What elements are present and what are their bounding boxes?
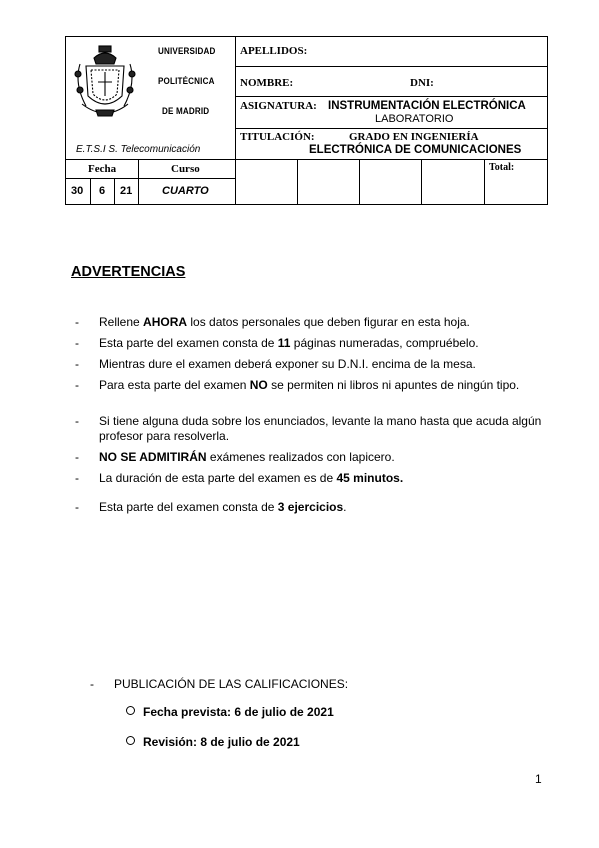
list-item-text: Esta parte del examen consta de 3 ejercicios.	[99, 500, 347, 514]
date-table-divider	[90, 178, 91, 205]
score-box-divider	[359, 159, 360, 205]
score-box-divider	[484, 159, 485, 205]
list-dash: -	[75, 315, 79, 329]
circle-bullet-icon	[126, 706, 135, 715]
university-name-line3: DE MADRID	[162, 106, 210, 117]
curso-header: Curso	[171, 163, 200, 175]
titulacion-label: TITULACIÓN:	[240, 131, 315, 143]
dni-label: DNI:	[410, 77, 434, 89]
nombre-label: NOMBRE:	[240, 77, 294, 89]
revision-text: Revisión: 8 de julio de 2021	[143, 735, 300, 749]
university-seal-icon	[72, 44, 138, 120]
list-dash: -	[75, 378, 79, 392]
fecha-month: 6	[99, 185, 106, 197]
list-item-text: Rellene AHORA los datos personales que deben figurar en esta hoja.	[99, 315, 470, 329]
list-item-text: Esta parte del examen consta de 11 páginas numeradas, compruébelo.	[99, 336, 479, 350]
field-line	[235, 96, 548, 97]
asignatura-label: ASIGNATURA:	[240, 100, 317, 112]
field-line	[235, 66, 548, 67]
list-dash: -	[75, 450, 79, 464]
circle-bullet-icon	[126, 736, 135, 745]
publicacion-label: PUBLICACIÓN DE LAS CALIFICACIONES:	[114, 677, 349, 691]
date-table-divider	[138, 159, 139, 205]
asignatura-value: INSTRUMENTACIÓN ELECTRÓNICA	[328, 100, 526, 112]
list-dash: -	[75, 471, 79, 485]
list-item-text: Para esta parte del examen NO se permiten ni libros ni apuntes de ningún tipo.	[99, 378, 520, 392]
curso-value: CUARTO	[162, 185, 209, 197]
total-label: Total:	[489, 162, 515, 173]
field-line	[235, 159, 548, 160]
list-dash: -	[75, 414, 79, 428]
university-name-line1: UNIVERSIDAD	[158, 46, 216, 57]
list-dash: -	[75, 500, 79, 514]
list-item-text: La duración de esta parte del examen es de 45 minutos.	[99, 471, 404, 485]
school-name: E.T.S.I S. Telecomunicación	[76, 144, 201, 155]
list-item-text: NO SE ADMITIRÁN exámenes realizados con lapicero.	[99, 450, 395, 464]
fecha-year: 21	[120, 185, 133, 197]
field-line	[235, 128, 548, 129]
list-item-text: Mientras dure el examen deberá exponer su D.N.I. encima de la mesa.	[99, 357, 476, 371]
revision-item	[126, 735, 300, 749]
list-dash: -	[90, 677, 94, 691]
score-box-divider	[297, 159, 298, 205]
advertencias-title: ADVERTENCIAS	[71, 264, 186, 280]
fecha-header: Fecha	[88, 163, 117, 175]
list-dash: -	[75, 357, 79, 371]
university-name-line2: POLITÉCNICA	[158, 76, 215, 87]
apellidos-label: APELLIDOS:	[240, 45, 308, 57]
fecha-prevista-item	[126, 705, 334, 719]
fecha-day: 30	[71, 185, 84, 197]
date-table-line	[65, 159, 235, 160]
asignatura-sub: LABORATORIO	[375, 113, 454, 125]
score-box-divider	[421, 159, 422, 205]
fecha-prevista-text: Fecha prevista: 6 de julio de 2021	[143, 705, 334, 719]
header-divider	[235, 36, 236, 205]
list-dash: -	[75, 336, 79, 350]
page-number: 1	[535, 772, 542, 786]
titulacion-value-line1: GRADO EN INGENIERÍA	[349, 131, 479, 143]
date-table-divider	[114, 178, 115, 205]
titulacion-value-line2: ELECTRÓNICA DE COMUNICACIONES	[309, 144, 522, 156]
list-item-text: Si tiene alguna duda sobre los enunciados, levante la mano hasta que acuda algún profesor para resolverla.	[99, 414, 542, 443]
